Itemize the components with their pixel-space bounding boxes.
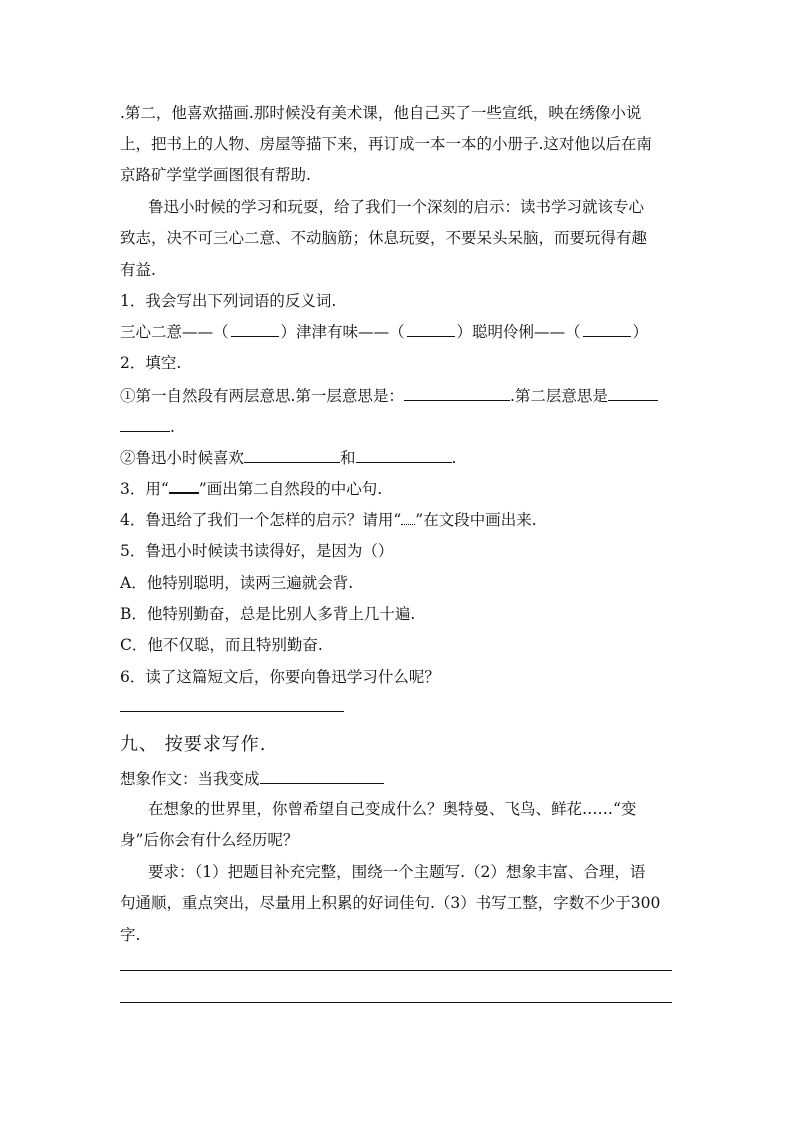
question-3	[120, 479, 382, 499]
answer-line[interactable]	[120, 711, 344, 712]
fill-prompt: .	[451, 449, 457, 467]
writing-line[interactable]	[120, 1002, 672, 1003]
answer-blank[interactable]	[231, 322, 279, 337]
section-heading: 九、 按要求写作.	[120, 734, 267, 755]
question-text: ”画出第二自然段的中心句.	[198, 480, 383, 498]
underline-mark-icon	[169, 479, 199, 494]
fill-prompt: ②鲁迅小时候喜欢	[120, 449, 245, 467]
answer-blank[interactable]	[608, 385, 658, 401]
essay-intro-line: 身”后你会有什么经历呢？	[120, 831, 299, 849]
writing-line[interactable]	[120, 970, 672, 971]
answer-blank[interactable]	[244, 447, 340, 463]
question-2: 2．填空.	[120, 354, 182, 372]
question-text: 3．用“	[120, 480, 169, 498]
passage-line: 鲁迅小时候的学习和玩耍，给了我们一个深刻的启示：读书学习就该专心	[148, 198, 645, 216]
question-2-part-2	[120, 447, 456, 468]
answer-blank[interactable]	[407, 322, 455, 337]
question-6: 6．读了这篇短文后，你要向鲁迅学习什么呢？	[120, 668, 440, 686]
answer-blank[interactable]	[404, 385, 510, 401]
fill-prompt: 和	[340, 449, 356, 467]
antonym-prompt: 三心二意——（	[120, 323, 229, 341]
requirement-line: 字.	[120, 926, 141, 944]
question-text: ”在文段中画出来.	[415, 511, 537, 529]
essay-intro-line: 在想象的世界里，你曾希望自己变成什么？奥特曼、飞鸟、鲜花……“变	[148, 800, 637, 818]
answer-blank[interactable]	[583, 322, 631, 337]
question-4	[120, 510, 537, 530]
question-1-antonyms	[120, 322, 648, 342]
antonym-prompt: ）	[632, 323, 649, 341]
passage-line: 有益.	[120, 261, 156, 279]
fill-prompt: ①第一自然段有两层意思.第一层意思是：	[120, 387, 404, 405]
antonym-prompt: ）聪明伶俐——（	[456, 323, 581, 341]
title-prompt-text: 想象作文：当我变成	[120, 770, 260, 788]
question-2-part-1	[120, 385, 658, 406]
passage-line: 上，把书上的人物、房屋等描下来，再订成一本一本的小册子.这对他以后在南	[120, 135, 652, 153]
antonym-prompt: ）津津有味——（	[280, 323, 405, 341]
essay-title-prompt	[120, 768, 384, 789]
question-2-part-1-cont	[120, 416, 175, 437]
requirement-line: 要求：（1）把题目补充完整，围绕一个主题写.（2）想象丰富、合理，语	[148, 863, 646, 881]
question-5: 5．鲁迅小时候读书读得好，是因为（）	[120, 542, 394, 560]
fill-prompt: .第二层意思是	[509, 387, 608, 405]
passage-line: 京路矿学堂学画图很有帮助.	[120, 166, 311, 184]
passage-line: 致志，决不可三心二意、不动脑筋；休息玩耍，不要呆头呆脑，而要玩得有趣	[120, 229, 648, 247]
wavy-line-mark-icon	[401, 511, 415, 525]
choice-c[interactable]: C．他不仅聪，而且特别勤奋.	[120, 636, 323, 654]
title-blank[interactable]	[260, 768, 384, 784]
choice-a[interactable]: A．他特别聪明，读两三遍就会背.	[120, 574, 354, 592]
answer-blank[interactable]	[120, 416, 170, 432]
choice-b[interactable]: B．他特别勤奋，总是比别人多背上几十遍.	[120, 605, 416, 623]
requirement-line: 句通顺，重点突出，尽量用上积累的好词佳句.（3）书写工整，字数不少于300	[120, 894, 661, 912]
fill-prompt: .	[170, 418, 175, 436]
question-text: 4．鲁迅给了我们一个怎样的启示？请用“	[120, 511, 402, 529]
answer-blank[interactable]	[356, 447, 452, 463]
passage-line: .第二，他喜欢描画.那时候没有美术课，他自己买了一些宣纸，映在绣像小说	[120, 104, 642, 122]
question-1: 1．我会写出下列词语的反义词.	[120, 292, 337, 310]
